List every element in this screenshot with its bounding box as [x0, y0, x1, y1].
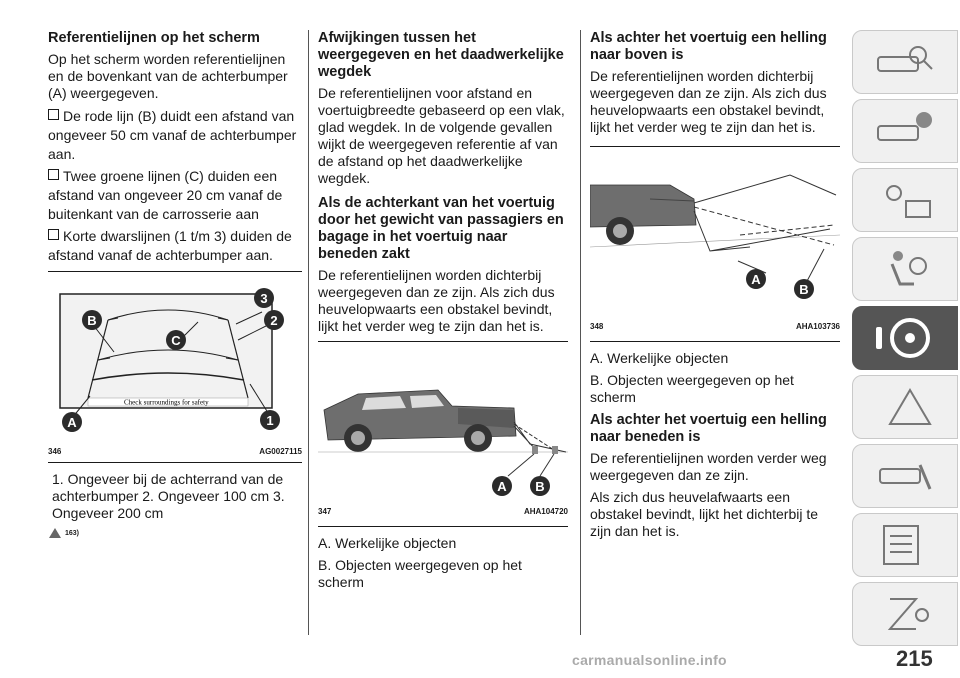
intro-paragraph: Op het scherm worden referentielijnen en de bovenkant van de achterbumper (A) weergegeven. [48, 51, 288, 101]
svg-text:B: B [799, 282, 809, 297]
divider [318, 526, 568, 527]
tab-car-search[interactable] [852, 30, 958, 94]
legend-item: B. Objecten weergegeven op het scherm [318, 557, 522, 590]
car-search-icon [870, 37, 940, 87]
divider [590, 146, 840, 147]
bullet-box-icon [48, 109, 59, 120]
section-heading: Als de achterkant van het voertuig door het gewicht van passagiers en bagage in het voertuig naar beneden zakt [318, 195, 564, 262]
legend-item: A. Werkelijke objecten [318, 535, 457, 551]
paragraph: De referentielijnen worden dichterbij weergegeven dan ze zijn. Als zich dus heuvelopwaarts een obstakel bevindt, lijkt het verder weg te zijn dan het is. [590, 68, 827, 135]
paragraph: Als zich dus heuvelafwaarts een obstakel bevindt, lijkt het dichterbij te zijn dan het is. [590, 489, 819, 539]
figure-number: 348 [590, 322, 604, 331]
svg-text:2: 2 [270, 313, 278, 328]
legend-item: A. Werkelijke objecten [590, 350, 729, 366]
figure-caption [48, 447, 302, 456]
tab-steering-key[interactable] [852, 306, 958, 370]
steering-key-icon [870, 313, 940, 363]
tab-airbag[interactable] [852, 237, 958, 301]
svg-text:A: A [751, 272, 761, 287]
watermark: carmanualsonline.info [572, 652, 727, 668]
column-divider [580, 30, 581, 635]
screen-caption: Check surroundings for safety [124, 398, 209, 407]
bullet-box-icon [48, 229, 59, 240]
alphabet-index-icon [870, 589, 940, 639]
car-wrench-icon [870, 451, 940, 501]
divider [48, 462, 302, 463]
warning-triangle-icon [870, 382, 940, 432]
section-heading: Afwijkingen tussen het weergegeven en het daadwerkelijke wegdek [318, 30, 564, 80]
figure-number: 347 [318, 507, 332, 516]
figure-code: AHA104720 [523, 507, 568, 516]
divider [318, 341, 568, 342]
tab-car-wrench[interactable] [852, 444, 958, 508]
camera-screen-illustration [48, 280, 302, 440]
figure-346 [48, 280, 302, 456]
tab-lights-message[interactable] [852, 168, 958, 232]
lights-message-icon [870, 175, 940, 225]
paragraph: De referentielijnen worden verder weg weergegeven dan ze zijn. [590, 450, 827, 483]
svg-text:B: B [87, 313, 97, 328]
checklist-icon [870, 520, 940, 570]
legend-item: B. Objecten weergegeven op het scherm [590, 372, 794, 405]
svg-text:A: A [497, 479, 507, 494]
tab-warning[interactable] [852, 375, 958, 439]
column-1 [48, 30, 302, 539]
column-3 [590, 30, 840, 545]
figure-code: AG0027115 [259, 447, 302, 456]
figure-caption [590, 322, 840, 331]
note-reference: 163) [48, 527, 302, 539]
car-info-icon [870, 106, 940, 156]
svg-text:B: B [535, 479, 545, 494]
tab-checklist[interactable] [852, 513, 958, 577]
svg-text:A: A [67, 415, 77, 430]
column-divider [308, 30, 309, 635]
section-heading: Als achter het voertuig een helling naar beneden is [590, 412, 827, 445]
uphill-illustration [590, 155, 840, 315]
chapter-tabs [852, 30, 960, 651]
paragraph: De referentielijnen worden dichterbij weergegeven dan ze zijn. Als zich dus heuvelopwaarts een obstakel bevindt, lijkt het verder weg te zijn dan het is. [318, 267, 555, 334]
tab-car-info[interactable] [852, 99, 958, 163]
bullet-item: De rode lijn (B) duidt een afstand van ongeveer 50 cm vanaf de achterbumper aan. [48, 108, 297, 162]
tab-alphabet-index[interactable] [852, 582, 958, 646]
figure-347 [318, 350, 568, 516]
airbag-icon [870, 244, 940, 294]
column-2 [318, 30, 568, 596]
svg-text:3: 3 [260, 291, 268, 306]
svg-text:1: 1 [266, 413, 274, 428]
bullet-item: Twee groene lijnen (C) duiden een afstand van ongeveer 20 cm vanaf de buitenkant van de carrosserie aan [48, 168, 283, 222]
figure-caption [318, 507, 568, 516]
divider [590, 341, 840, 342]
pickup-loaded-illustration [318, 350, 568, 500]
divider [48, 271, 302, 272]
page-number: 215 [896, 646, 933, 671]
paragraph: De referentielijnen voor afstand en voertuigbreedte gebaseerd op een vlak, glad wegdek. In de volgende gevallen wijkt de weergegeven referentie af van de afstand op het daadwerkelijke wegdek. [318, 85, 565, 186]
figure-number: 346 [48, 447, 62, 456]
figure-legend: 1. Ongeveer bij de achterrand van de achterbumper 2. Ongeveer 100 cm 3. Ongeveer 200 cm [52, 471, 285, 521]
svg-text:C: C [171, 333, 181, 348]
figure-code: AHA103736 [795, 322, 840, 331]
bullet-box-icon [48, 169, 59, 180]
warning-triangle-icon [48, 527, 62, 539]
figure-348 [590, 155, 840, 331]
bullet-item: Korte dwarslijnen (1 t/m 3) duiden de afstand vanaf de achterbumper aan. [48, 228, 292, 263]
section-heading: Als achter het voertuig een helling naar boven is [590, 30, 827, 63]
section-heading: Referentielijnen op het scherm [48, 30, 260, 46]
